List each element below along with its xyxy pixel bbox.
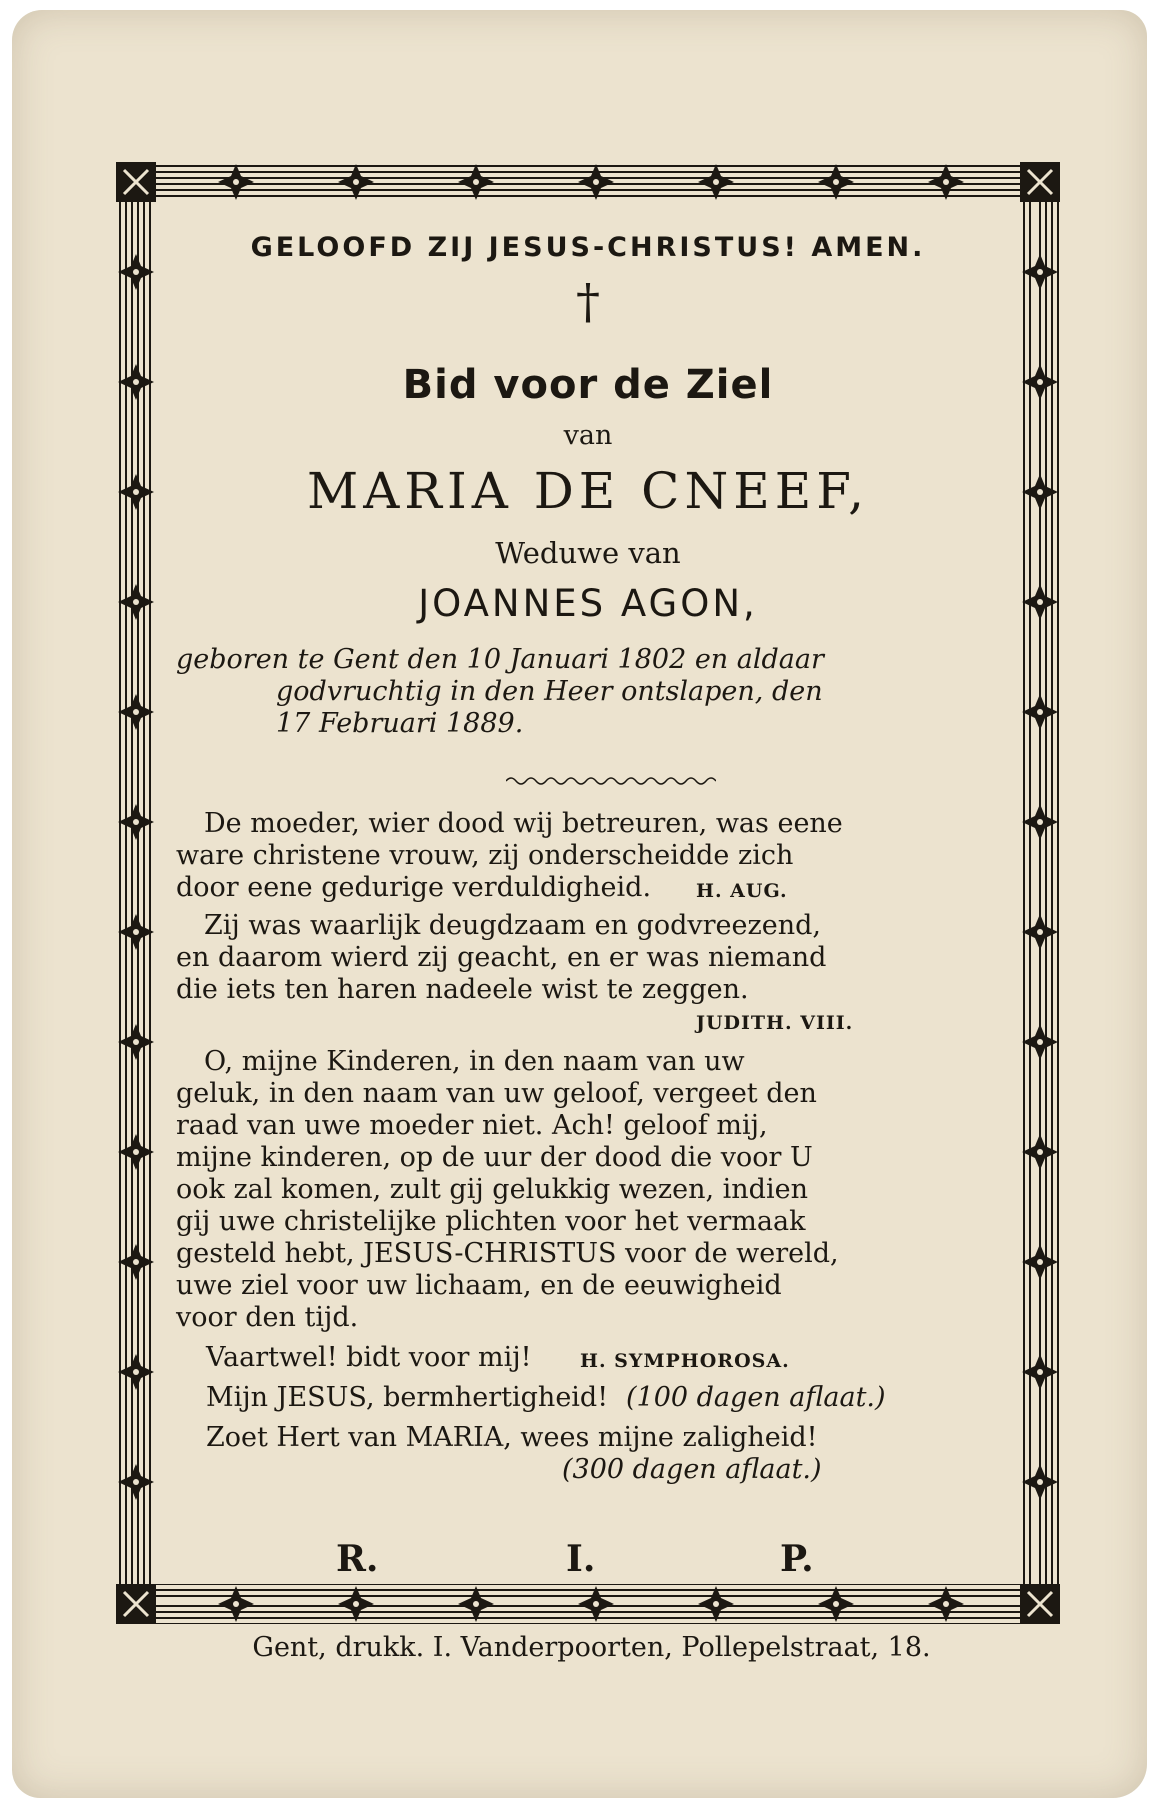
memorial-card [12, 10, 1147, 1798]
paragraph3-line: ook zal komen, zult gij gelukkig wezen, indien [176, 1174, 808, 1205]
paragraph3-line: geluk, in den naam van uw geloof, vergeet den [176, 1078, 817, 1109]
header-text: GELOOFD ZIJ JESUS-CHRISTUS! AMEN. [250, 232, 926, 263]
birth-line: 17 Februari 1889. [276, 708, 524, 739]
deceased-name: MARIA DE CNEEF, [307, 462, 869, 520]
printer-line: Gent, drukk. I. Vanderpoorten, Pollepelstraat, 18. [252, 1632, 931, 1663]
paragraph3-line: uwe ziel voor uw lichaam, en de eeuwigheid [176, 1270, 782, 1301]
wavy-divider [506, 774, 716, 788]
spouse-name: JOANNES AGON, [418, 582, 758, 625]
paragraph3-line: gij uwe christelijke plichten voor het vermaak [176, 1206, 806, 1237]
invocation1-text: Mijn JESUS, bermhertigheid! [206, 1382, 609, 1413]
rip-letter: P. [780, 1538, 814, 1580]
farewell-source: H. SYMPHOROSA. [580, 1350, 790, 1372]
birth-line: geboren te Gent den 10 Januari 1802 en aldaar [176, 644, 824, 675]
paragraph2-source: JUDITH. VIII. [696, 1012, 854, 1034]
rip-letter: R. [336, 1538, 379, 1580]
rip-letter: I. [566, 1538, 596, 1580]
paragraph3-line: mijne kinderen, op de uur der dood die voor U [176, 1142, 813, 1173]
cross-symbol: † [576, 274, 600, 330]
invocation1-indulgence: (100 dagen aflaat.) [626, 1382, 886, 1413]
van-text: van [563, 420, 613, 451]
paragraph3-line: voor den tijd. [176, 1302, 359, 1333]
paragraph2-line: die iets ten haren nadeele wist te zeggen. [176, 974, 749, 1005]
card-content [176, 218, 1000, 1580]
paragraph1-source: H. AUG. [696, 880, 788, 902]
paragraph3-line: gesteld hebt, JESUS-CHRISTUS voor de wereld, [176, 1238, 839, 1269]
paragraph2-line: Zij was waarlijk deugdzaam en godvreezend, [204, 910, 821, 941]
paragraph3-line: raad van uwe moeder niet. Ach! geloof mij, [176, 1110, 768, 1141]
invocation2-indulgence: (300 dagen aflaat.) [562, 1454, 822, 1485]
invocation2-text: Zoet Hert van MARIA, wees mijne zaligheid! [206, 1422, 818, 1453]
birth-line: godvruchtig in den Heer ontslapen, den [276, 676, 823, 707]
farewell-text: Vaartwel! bidt voor mij! [206, 1342, 532, 1373]
paragraph1-line: door eene gedurige verduldigheid. [176, 872, 652, 903]
ornamental-frame [116, 162, 1060, 1624]
paragraph1-line: ware christene vrouw, zij onderscheidde zich [176, 840, 794, 871]
prayer-title: Bid voor de Ziel [402, 362, 774, 408]
relation-text: Weduwe van [495, 536, 681, 570]
paragraph2-line: en daarom wierd zij geacht, en er was niemand [176, 942, 827, 973]
paragraph3-line: O, mijne Kinderen, in den naam van uw [204, 1046, 745, 1077]
paragraph1-line: De moeder, wier dood wij betreuren, was eene [204, 808, 843, 839]
